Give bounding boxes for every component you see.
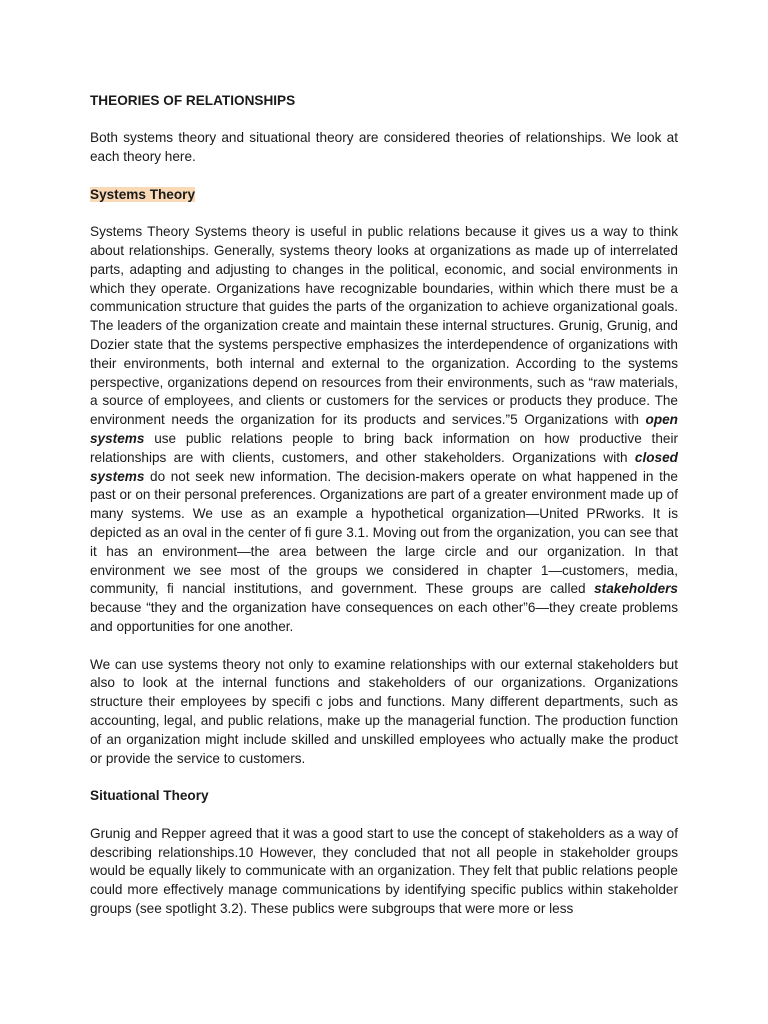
systems-theory-paragraph-2: We can use systems theory not only to examine relationships with our external stakeholders but also to look at the internal functions and stakeholders of our organizations. Organizations structure their employees by specifi c jobs and functions. Many different departments, such as accounting, legal, and public relations, make up the managerial function. The production function of an organization might include skilled and unskilled employees who actually make the product or provide the service to customers. — [90, 656, 678, 766]
paragraph-text: use public relations people to bring back information on how productive their relationships are with clients, customers, and other stakeholders. Organizations with — [90, 431, 678, 465]
document-title: THEORIES OF RELATIONSHIPS — [90, 93, 296, 108]
systems-theory-paragraph-1 — [90, 223, 678, 637]
paragraph-text: Systems Theory Systems theory is useful in public relations because it gives us a way to think about relationships. Generally, systems theory looks at organizations as made up of interrelated parts, adapting and adjusting to changes in the political, economic, and social environments in which they operate. Organizations have recognizable boundaries, within which there must be a communication structure that guides the parts of the organization to achieve organizational goals. The leaders of the organization create and maintain these internal structures. Grunig, Grunig, and Dozier state that the systems perspective emphasizes the interdependence of organizations with their environments, both internal and external to the organization. According to the systems perspective, organizations depend on resources from their environments, such as “raw materials, a source of employees, and clients or customers for the services or products they produce. The environment needs the organization for its products and services.”5 Organizations with — [90, 224, 678, 428]
term-open-systems: open systems — [90, 412, 678, 447]
intro-paragraph: Both systems theory and situational theory are considered theories of relationships. We look at each theory here. — [90, 130, 678, 165]
term-closed-systems: closed systems — [90, 449, 678, 484]
term-stakeholders: stakeholders — [594, 581, 678, 597]
systems-theory-heading — [90, 186, 678, 205]
paragraph-text: because “they and the organization have consequences on each other”6—they create problems and opportunities for one another. — [90, 600, 678, 635]
situational-theory-paragraph-1: Grunig and Repper agreed that it was a good start to use the concept of stakeholders as a way of describing relationships.10 However, they concluded that not all people in stakeholder groups would be equally likely to communicate with an organization. They felt that public relations people could more effectively manage communications by identifying specific publics within stakeholder groups (see spotlight 3.2). These publics were subgroups that were more or less — [90, 825, 678, 916]
situational-theory-heading: Situational Theory — [90, 788, 209, 804]
paragraph-text: do not seek new information. The decision-makers operate on what happened in the past or on their personal preferences. Organizations are part of a greater environment made up of many systems. We use as an example a hypothetical organization—United PRworks. It is depicted as an oval in the center of fi gure 3.1. Moving out from the organization, you can see that it has an environment—the area between the large circle and our organization. In that environment we see most of the groups we considered in chapter 1—customers, media, community, fi nancial institutions, and government. These groups are called — [90, 468, 678, 597]
highlighted-heading-text: Systems Theory — [90, 186, 196, 202]
document-page — [90, 92, 678, 938]
